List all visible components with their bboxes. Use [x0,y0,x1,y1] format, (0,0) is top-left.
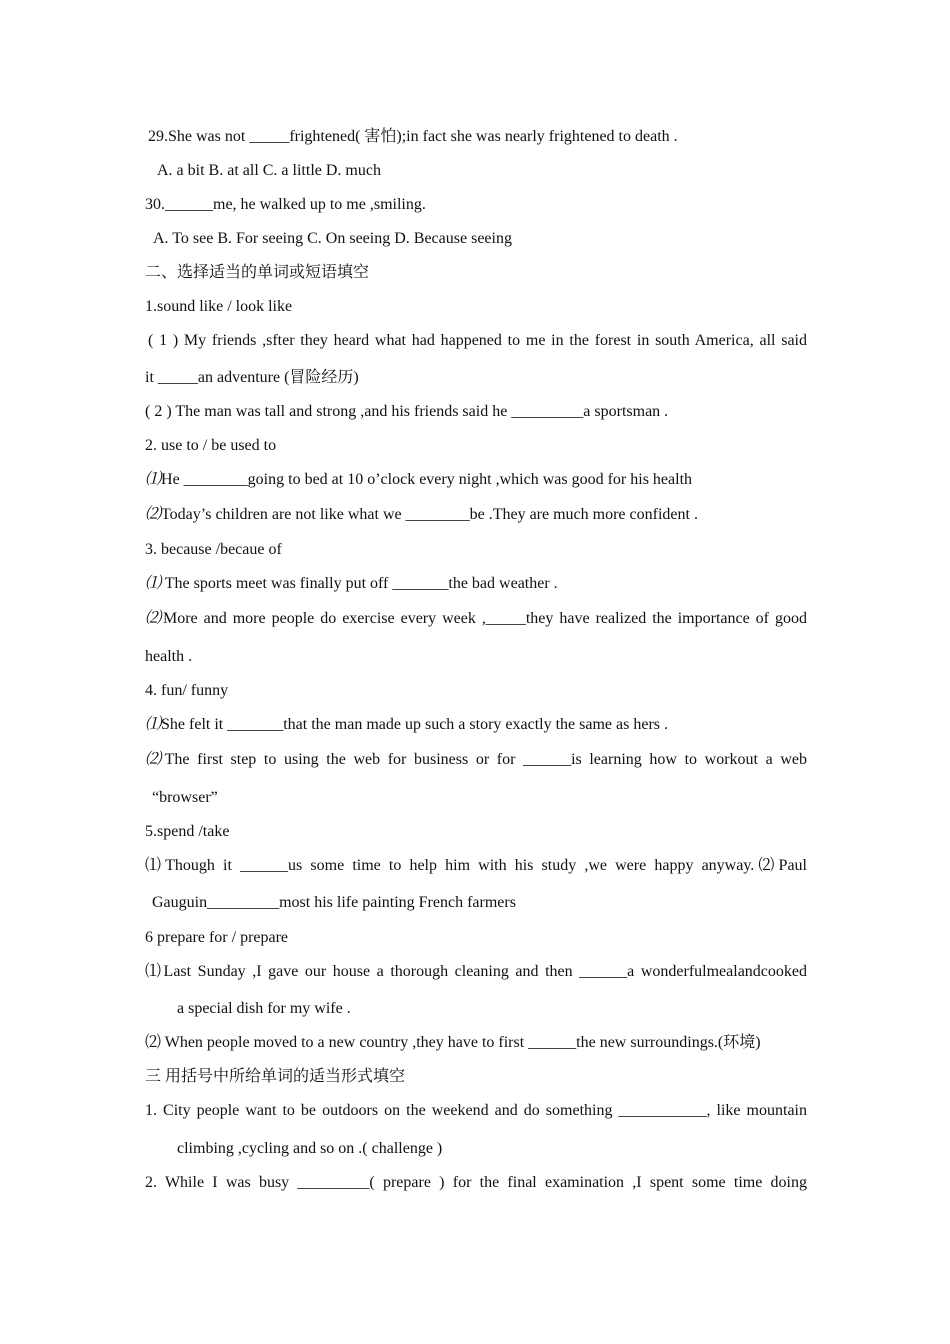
task-2-line-1: 2. While I was busy _________( prepare ) for the final examination ,I spent some time doing [145,1174,807,1191]
task-1-line-2: climbing ,cycling and so on .( challenge ) [177,1140,443,1157]
group-2-title: 2. use to / be used to [145,437,277,454]
question-30: 30.______me, he walked up to me ,smiling. [145,196,426,213]
question-text: The sports meet was finally put off _______the bad weather . [161,575,558,592]
group-6-question-2: ⑵ When people moved to a new country ,they have to first ______the new surroundings.(环境) [145,1034,761,1051]
question-text: Today’s children are not like what we ________be .They are much more confident . [161,506,698,523]
task-1-line-1: 1. City people want to be outdoors on the weekend and do something ___________, like mountain [145,1102,807,1119]
question-number: ⑵ [145,506,162,523]
group-1-title: 1.sound like / look like [145,298,293,315]
question-29-options: A. a bit B. at all C. a little D. much [157,162,381,179]
group-4-question-2-line-2: “browser” [152,789,218,806]
question-text: More and more people do exercise every week ,_____they have realized the importance of good [163,610,807,627]
group-2-question-2 [145,505,807,525]
group-3-title: 3. because /becaue of [145,541,282,558]
group-3-question-1 [145,574,807,594]
group-4-question-2-line-1 [145,750,807,770]
question-text: The first step to using the web for business or for ______is learning how to workout a web [164,751,807,768]
question-number: ⑴ [145,716,162,733]
group-5-questions-line-2: Gauguin_________most his life painting French farmers [152,894,516,911]
question-number: ⑵ [145,610,163,627]
question-number: ⑴ [145,575,162,592]
group-6-question-1-line-1: ⑴Last Sunday ,I gave our house a thorough cleaning and then ______a wonderfulmealandcooked [145,963,807,980]
group-1-question-1-line-1: ( 1 ) My friends ,sfter they heard what had happened to me in the forest in south America, all said [148,332,807,349]
group-1-question-1-line-2: it _____an adventure (冒险经历) [145,369,359,386]
group-6-question-1-line-2: a special dish for my wife . [177,1000,351,1017]
question-number: ⑴ [145,471,162,488]
group-6-title: 6 prepare for / prepare [145,929,289,946]
question-29: 29.She was not _____frightened( 害怕);in fact she was nearly frightened to death . [148,128,678,145]
group-4-question-1 [145,715,807,735]
question-text: He ________going to bed at 10 o’clock every night ,which was good for his health [161,471,693,488]
group-3-question-2-line-1 [145,609,807,629]
section-3-title: 三 用括号中所给单词的适当形式填空 [145,1068,406,1085]
section-2-title: 二、选择适当的单词或短语填空 [145,264,370,281]
group-3-question-2-line-2: health . [145,648,193,665]
group-1-question-2: ( 2 ) The man was tall and strong ,and his friends said he _________a sportsman . [145,403,669,420]
group-4-title: 4. fun/ funny [145,682,229,699]
group-5-questions-line-1: ⑴Though it ______us some time to help him with his study ,we were happy anyway.⑵Paul [145,857,808,874]
question-number: ⑵ [145,751,165,768]
question-text: She felt it _______that the man made up such a story exactly the same as hers . [161,716,668,733]
group-2-question-1 [145,470,807,490]
question-30-options: A. To see B. For seeing C. On seeing D. Because seeing [153,230,512,247]
group-5-title: 5.spend /take [145,823,230,840]
